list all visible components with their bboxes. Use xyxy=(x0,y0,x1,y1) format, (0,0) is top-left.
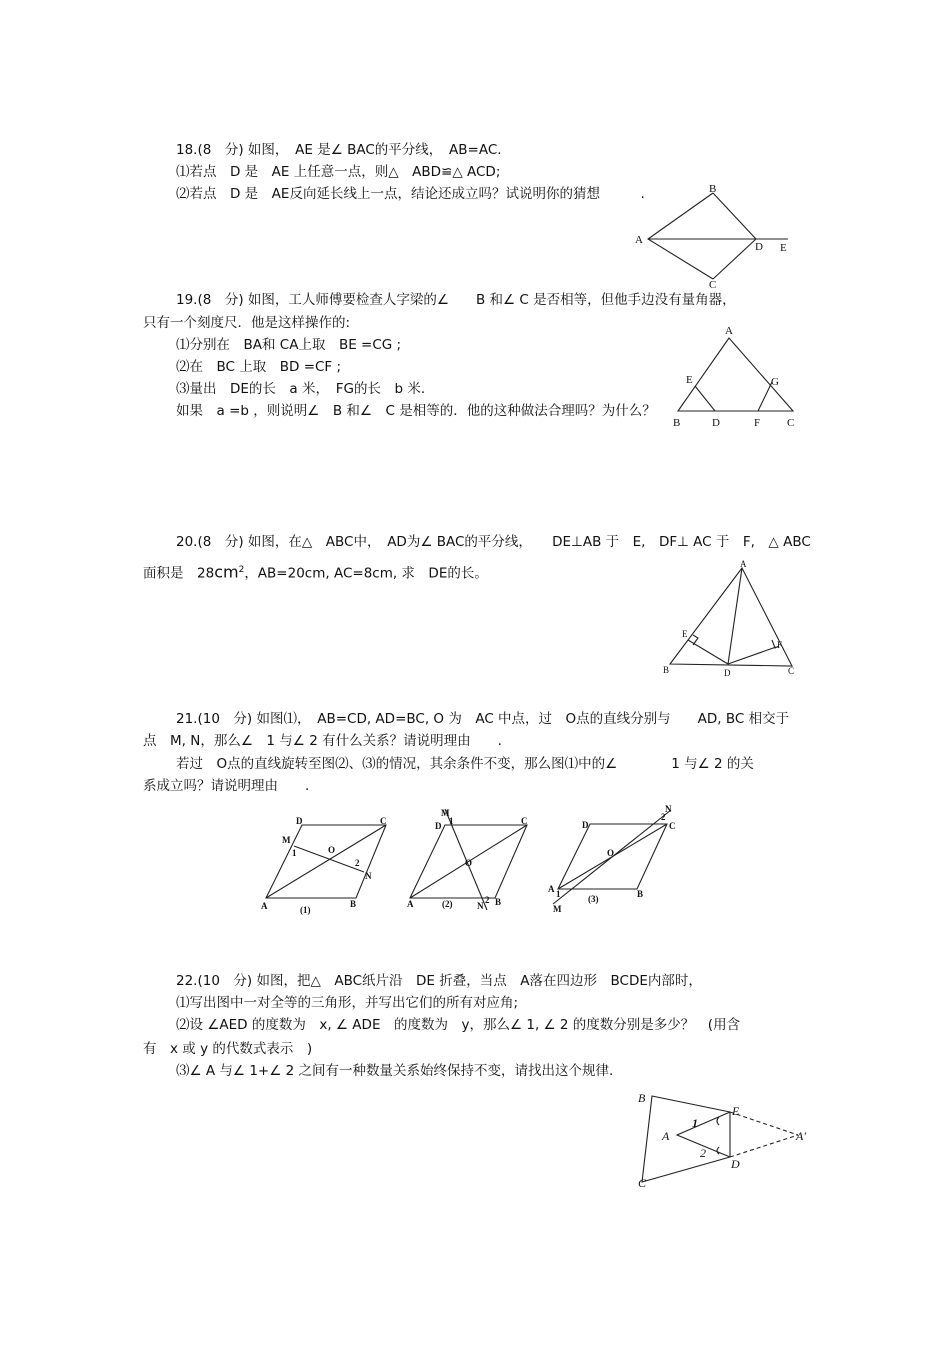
q21-figure-1 xyxy=(260,812,400,922)
q21-f1-label-c: C xyxy=(380,816,387,826)
q21-f3-label-2: 2 xyxy=(661,812,666,822)
q20-area-line xyxy=(143,561,488,583)
q20-area-unit: cm xyxy=(214,562,239,582)
q21-question: 点 M, N，那么∠ 1 与∠ 2 有什么关系？请说明理由 . xyxy=(143,733,502,749)
q20-label-b: B xyxy=(663,665,670,675)
q21-f3-label-d: D xyxy=(582,820,589,830)
q21-f3-label-o: O xyxy=(607,848,615,858)
q22-figure xyxy=(635,1090,825,1190)
q19-label-c: C xyxy=(787,417,795,429)
q21-f2-label-1: 1 xyxy=(449,816,454,826)
q18-title: 18.(8 分) 如图， AE 是∠ BAC的平分线， AB=AC. xyxy=(176,142,502,158)
q20-line-ad xyxy=(728,568,742,664)
q19-step2: ⑵在 BC 上取 BD =CF ; xyxy=(176,359,342,375)
q22-angle-arc-2 xyxy=(717,1147,719,1154)
q19-label-f: F xyxy=(754,417,761,429)
q20-label-e: E xyxy=(682,629,688,639)
q22-label-e: E xyxy=(732,1104,740,1118)
q20-area-sup: 2 xyxy=(238,565,245,575)
q22-label-a: A xyxy=(662,1129,670,1143)
q21-f3-label-c: C xyxy=(669,821,676,831)
q18-figure xyxy=(628,183,798,291)
q21-figure-3 xyxy=(545,804,685,914)
q21-f1-label-o: O xyxy=(328,845,336,855)
q21-f1-label-a: A xyxy=(261,901,268,911)
q19-label-a: A xyxy=(725,325,733,337)
q21-f3-label-a: A xyxy=(548,884,555,894)
q20-area-rest: ，AB=20cm, AC=8cm, 求 DE的长。 xyxy=(244,565,488,582)
q19-label-g: G xyxy=(771,376,779,388)
q20-area-text: 面积是 28 xyxy=(143,565,215,582)
q19-line-de xyxy=(695,386,715,411)
q19-step1: ⑴分别在 BA和 CA上取 BE =CG ; xyxy=(176,337,402,353)
q21-f2-label-2: 2 xyxy=(485,895,490,905)
q18-label-b: B xyxy=(709,183,717,195)
q21-f2-caption: (2) xyxy=(442,899,453,909)
q20-label-c: C xyxy=(788,666,795,676)
q20-right-angle-e xyxy=(693,635,698,645)
q21-f1-caption: (1) xyxy=(300,905,311,915)
q21-f2-label-m: M xyxy=(441,808,450,818)
q21-f3-label-1: 1 xyxy=(556,889,561,899)
q22-dashed-da xyxy=(730,1135,798,1157)
q22-part2: ⑵设 ∠AED 的度数为 x, ∠ ADE 的度数为 y，那么∠ 1, ∠ 2 的度数分别是多少？ (用含 xyxy=(176,1017,741,1033)
q20-line-df xyxy=(728,647,776,664)
q20-label-a: A xyxy=(740,559,747,569)
q19-triangle-abc xyxy=(678,338,793,411)
q18-label-d: D xyxy=(755,241,763,253)
q19-label-d: D xyxy=(712,417,720,429)
q18-line-ab-ac xyxy=(648,193,713,279)
q21-f1-label-n: N xyxy=(365,871,372,881)
q21-f2-label-d: D xyxy=(435,821,442,831)
q22-part3: ⑶∠ A 与∠ 1+∠ 2 之间有一种数量关系始终保持不变，请找出这个规律. xyxy=(176,1063,614,1079)
q21-title: 21.(10 分) 如图⑴， AB=CD, AD=BC, O 为 AC 中点，过 O点的直线分别与 AD, BC 相交于 xyxy=(176,711,790,727)
q21-f1-label-1: 1 xyxy=(292,848,297,858)
q19-title: 19.(8 分) 如图，工人师傅要检查人字梁的∠ B 和∠ C 是否相等，但他手边没有量角器， xyxy=(176,292,736,308)
q18-part1: ⑴若点 D 是 AE 上任意一点，则△ ABD≌△ ACD; xyxy=(176,164,501,180)
q21-f3-label-m: M xyxy=(553,904,562,914)
q21-followup: 若过 O点的直线旋转至图⑵、⑶的情况，其余条件不变，那么图⑴中的∠ 1 与∠ 2 的关 xyxy=(176,756,754,772)
q22-part2-cont: 有 x 或 y 的代数式表示 ) xyxy=(143,1041,313,1057)
q21-f1-label-2: 2 xyxy=(355,858,360,868)
q20-triangle-abc xyxy=(670,568,792,666)
q18-label-c: C xyxy=(709,279,717,291)
q20-label-d: D xyxy=(724,668,731,678)
q21-f2-label-c: C xyxy=(521,816,528,826)
q21-f3-label-b: B xyxy=(637,889,644,899)
q21-figure-2 xyxy=(405,806,545,921)
q21-f1-label-d: D xyxy=(296,816,303,826)
q22-label-1: 1 xyxy=(692,1116,698,1130)
q19-label-b: B xyxy=(673,417,681,429)
q20-label-f: F xyxy=(777,640,783,650)
q22-label-a-prime: A′ xyxy=(796,1129,806,1143)
q21-f1-label-b: B xyxy=(350,899,357,909)
q18-part2: ⑵若点 D 是 AE反向延长线上一点，结论还成立吗？试说明你的猜想 . xyxy=(176,186,645,202)
q18-line-cd xyxy=(713,239,756,279)
q22-label-2: 2 xyxy=(700,1146,706,1160)
q20-title: 20.(8 分) 如图，在△ ABC中， AD为∠ BAC的平分线， DE⊥AB 于 E, DF⊥ AC 于 F, △ ABC xyxy=(176,534,811,550)
q22-angle-arc-1 xyxy=(717,1117,719,1125)
q21-f3-caption: (3) xyxy=(588,894,599,904)
q21-f2-label-b: B xyxy=(495,897,502,907)
q18-label-a: A xyxy=(635,234,643,246)
q21-f3-label-n: N xyxy=(665,804,672,814)
q22-title: 22.(10 分) 如图，把△ ABC纸片沿 DE 折叠，当点 A落在四边形 BCDE内部时， xyxy=(176,973,702,989)
q21-f2-label-a: A xyxy=(407,899,414,909)
q19-intro: 只有一个刻度尺．他是这样操作的: xyxy=(143,315,351,331)
q20-figure xyxy=(662,560,802,680)
q21-f1-label-m: M xyxy=(282,835,291,845)
q19-label-e: E xyxy=(686,374,693,386)
q22-label-b: B xyxy=(638,1091,646,1105)
q22-label-c: C xyxy=(638,1176,647,1190)
q21-f2-label-o: O xyxy=(465,858,473,868)
q19-line-fg xyxy=(758,382,772,411)
q21-f2-label-n: N xyxy=(477,901,484,911)
q18-line-bd xyxy=(713,193,756,239)
q18-label-e: E xyxy=(780,242,787,254)
q19-figure xyxy=(668,322,798,432)
q21-followup-2: 系成立吗？请说明理由 . xyxy=(143,778,310,794)
q22-label-d: D xyxy=(731,1157,740,1171)
q22-part1: ⑴写出图中一对全等的三角形，并写出它们的所有对应角; xyxy=(176,995,519,1011)
q19-step3: ⑶量出 DE的长 a 米， FG的长 b 米. xyxy=(176,381,426,397)
q22-dashed-ea xyxy=(730,1112,798,1135)
q19-question: 如果 a =b ，则说明∠ B 和∠ C 是相等的．他的这种做法合理吗？为什么？ xyxy=(176,403,656,419)
